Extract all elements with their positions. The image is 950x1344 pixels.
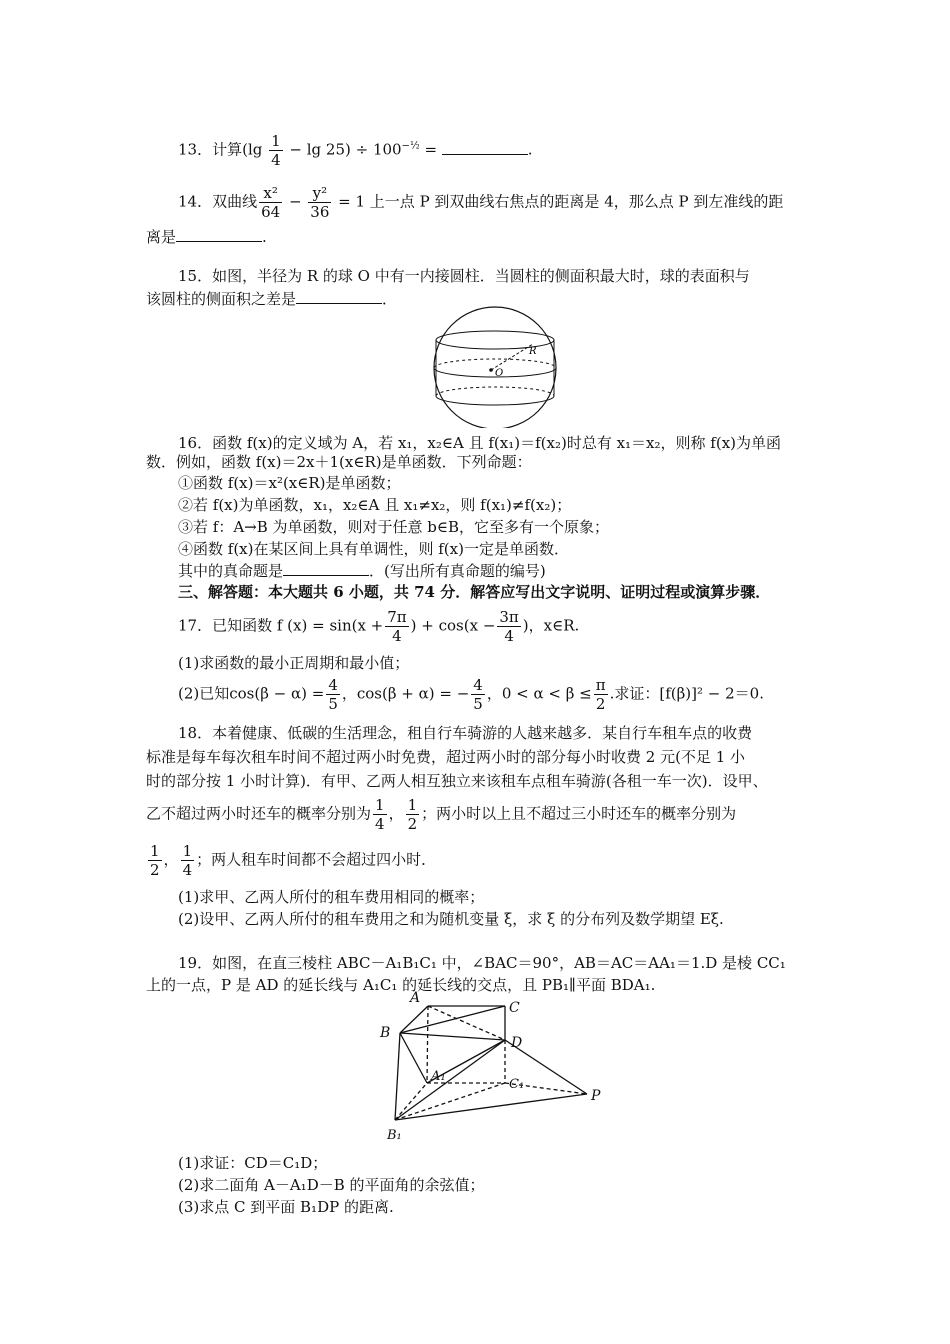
q18-fraction-1: $\frac{1}{4}$: [375, 796, 385, 833]
q14-end: .: [262, 228, 267, 246]
q19-part-1: (1)求证：CD＝C₁D；: [178, 1154, 328, 1172]
edge-BD: [400, 1033, 505, 1040]
q19-part-2: (2)求二面角 A－A₁D－B 的平面角的余弦值；: [178, 1176, 485, 1194]
q17-head: 17．已知函数 f (x) = sin(x +: [178, 616, 384, 635]
q16-item-2: ②若 f(x)为单函数，x₁，x₂∈A 且 x₁≠x₂，则 f(x₁)≠f(x₂)；: [178, 496, 572, 514]
q17-part-2: [178, 676, 843, 713]
q19-part-3: (3)求点 C 到平面 B₁DP 的距离.: [178, 1198, 394, 1216]
q17-fraction-3pi: $\frac{3\pi}{4}$: [499, 608, 519, 645]
q14-answer-blank: [176, 227, 262, 242]
sphere-cylinder-figure: [425, 306, 565, 428]
q15-answer-blank: [296, 289, 382, 304]
label-D: D: [511, 1035, 523, 1051]
q18-line4b: ，: [388, 804, 404, 823]
section-3-heading: 三、解答题：本大题共 6 小题，共 74 分．解答应写出文字说明、证明过程或演算步骤．: [178, 583, 771, 601]
q13-mid: − lg 25) ÷ 100: [284, 140, 402, 159]
q18-line3: 时的部分按 1 小时计算)．有甲、乙两人相互独立来该租车点租车骑游(各租一车一次)．设甲、: [146, 772, 768, 790]
q16-item-3: ③若 f：A→B 为单函数，则对于任意 b∈B，它至多有一个原象；: [178, 518, 610, 536]
q16-line7a: 其中的真命题是: [178, 562, 284, 580]
cylinder-bottom-back: [436, 387, 554, 396]
label-A: A: [410, 990, 421, 1006]
q16-answer-blank: [283, 561, 369, 576]
q18-line4: [146, 796, 811, 833]
question-17: [178, 608, 843, 645]
q16-line7b: ．(写出所有真命题的编号): [369, 562, 546, 580]
q17-p2c: ，0 < α < β ≤: [486, 684, 592, 703]
q17-fraction-pi: $\frac{\pi}{2}$: [595, 676, 606, 713]
label-B: B: [380, 1025, 391, 1041]
sphere-equator-back: [434, 359, 556, 368]
q17-p2a: (2)已知cos(β − α) =: [178, 684, 325, 703]
radius-line: [491, 344, 533, 370]
edge-BB1: [395, 1033, 400, 1120]
edge-AA1: [427, 1006, 428, 1083]
label-A1: A₁: [431, 1069, 446, 1084]
q13-end: .: [527, 140, 533, 159]
label-P: P: [591, 1088, 601, 1104]
q17-p2b: ，cos(β + α) = −: [341, 684, 470, 703]
question-16-line2: 数．例如，函数 f(x)＝2x＋1(x∈R)是单函数．下列命题：: [146, 453, 532, 471]
q15-end: ．: [382, 290, 398, 308]
q18-line4c: ；两小时以上且不超过三小时还车的概率分别为: [421, 804, 737, 823]
prism-figure: [375, 988, 615, 1144]
question-14-line2: [146, 226, 811, 248]
q16-conclusion: [178, 560, 843, 582]
q14-fraction-y: $\frac{\text{y²}}{36}$: [310, 184, 330, 221]
question-16: 16．函数 f(x)的定义域为 A，若 x₁，x₂∈A 且 f(x₁)＝f(x₂)时总有 x₁＝x₂，则称 f(x)为单函: [178, 434, 782, 452]
question-14: 14．双曲线 $\frac{\text{x²}}{64}$ − $\frac{\text{y²}}{36}$ = 1 上一点 P 到双曲线右焦点的距离是 4，那么点 P 到左准线的距: [178, 184, 784, 221]
q14-mid: = 1 上一点 P 到双曲线右焦点的距离是 4，那么点 P 到左准线的距: [333, 192, 784, 211]
label-R: R: [529, 346, 537, 357]
q13-answer-blank: [442, 140, 528, 155]
q18-line4a: 乙不超过两小时还车的概率分别为: [146, 804, 372, 823]
q18-part-1: (1)求甲、乙两人所付的租车费用相同的概率；: [178, 888, 485, 906]
edge-B1P: [395, 1094, 587, 1120]
q18-line5c: ；两人租车时间都不会超过四小时．: [196, 850, 437, 869]
q18-line5b: ，: [163, 850, 179, 869]
q14-fraction-x: $\frac{\text{x²}}{64}$: [261, 184, 281, 221]
label-C: C: [509, 1000, 520, 1016]
q18-fraction-4: $\frac{1}{4}$: [182, 842, 193, 879]
label-C1: C₁: [509, 1077, 525, 1092]
q13-fraction: $\frac{1}{4}$: [271, 132, 281, 169]
question-13: [178, 132, 843, 169]
q18-line2: 标准是每车每次租车时间不超过两小时免费，超过两小时的部分每小时收费 2 元(不足 1 小: [146, 748, 746, 766]
cylinder-bottom-front: [436, 396, 554, 405]
q15-line2: 该圆柱的侧面积之差是: [146, 290, 297, 308]
edge-BC: [400, 1006, 505, 1033]
q17-fraction-a: $\frac{4}{5}$: [328, 676, 338, 713]
label-O: O: [495, 368, 504, 379]
center-point: [489, 368, 493, 372]
q13-tail: =: [419, 140, 442, 159]
edge-BA1: [400, 1033, 427, 1083]
question-18: 18．本着健康、低碳的生活理念，租自行车骑游的人越来越多．某自行车租车点的收费: [178, 724, 753, 742]
q14-line2: 离是: [146, 228, 177, 246]
q19-line2: 上的一点，P 是 AD 的延长线与 A₁C₁ 的延长线的交点，且 PB₁∥平面 BDA₁.: [146, 976, 656, 994]
q18-fraction-2: $\frac{1}{2}$: [407, 796, 418, 833]
q13-text: 13．计算(lg: [178, 140, 268, 159]
q16-item-4: ④函数 f(x)在某区间上具有单调性，则 f(x)一定是单函数．: [178, 540, 569, 558]
q18-line5: [146, 842, 811, 879]
q18-part-2: (2)设甲、乙两人所付的租车费用之和为随机变量 ξ，求 ξ 的分布列及数学期望 Eξ.: [178, 910, 724, 928]
q18-fraction-3: $\frac{1}{2}$: [150, 842, 160, 879]
q16-item-1: ①函数 f(x)＝x²(x∈R)是单函数；: [178, 474, 401, 492]
q17-part-1: (1)求函数的最小正周期和最小值；: [178, 654, 410, 672]
q17-fraction-7pi: $\frac{7\pi}{4}$: [387, 608, 407, 645]
q17-tail: )，x∈R.: [522, 616, 580, 635]
q17-fraction-b: $\frac{4}{5}$: [473, 676, 483, 713]
edge-B1D: [395, 1040, 505, 1120]
q17-p2d: .求证：[f(β)]² − 2＝0.: [609, 684, 764, 703]
q14-head: 14．双曲线: [178, 192, 258, 211]
q17-mid: ) + cos(x −: [410, 616, 496, 635]
q13-exponent: −½: [401, 140, 420, 152]
question-19: 19．如图，在直三棱柱 ABC－A₁B₁C₁ 中，∠BAC＝90°，AB＝AC＝AA₁＝1.D 是棱 CC₁: [178, 954, 786, 972]
label-B1: B₁: [387, 1128, 402, 1143]
question-15: 15．如图，半径为 R 的球 O 中有一内接圆柱．当圆柱的侧面积最大时，球的表面积与: [178, 267, 750, 285]
